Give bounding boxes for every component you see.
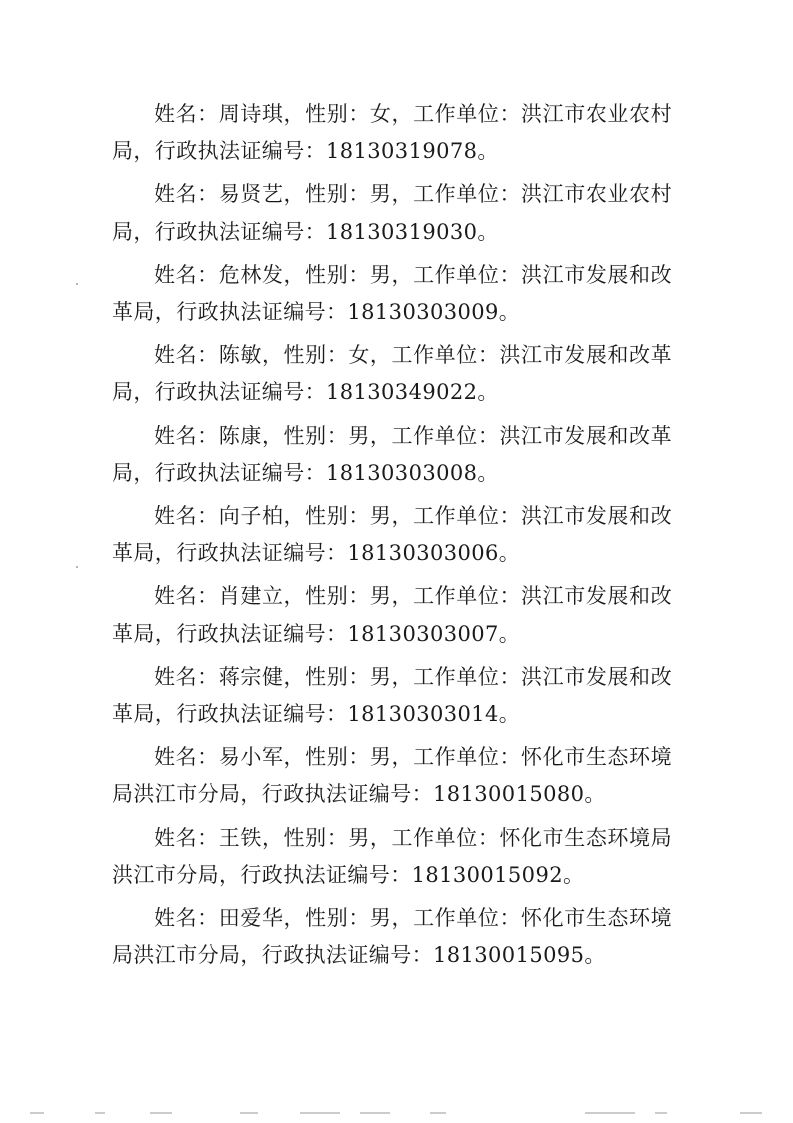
list-item (112, 739, 672, 814)
entry-text: 姓名：向子柏，性别：男，工作单位：洪江市发展和改革局，行政执法证编号：18130303006。 (112, 503, 672, 566)
list-item (112, 659, 672, 734)
list-item (112, 498, 672, 573)
entry-text: 姓名：田爱华，性别：男，工作单位：怀化市生态环境局洪江市分局，行政执法证编号：18130015095。 (112, 905, 672, 968)
scan-speck (300, 1112, 340, 1114)
entry-text: 姓名：肖建立，性别：男，工作单位：洪江市发展和改革局，行政执法证编号：18130303007。 (112, 584, 672, 646)
scan-speck (150, 1112, 172, 1114)
scan-speck (360, 1112, 390, 1114)
list-item (112, 176, 672, 251)
list-item (112, 820, 672, 895)
entry-text: 姓名：王铁，性别：男，工作单位：怀化市生态环境局洪江市分局，行政执法证编号：18130015092。 (112, 825, 672, 887)
list-item (112, 900, 672, 975)
entry-text: 姓名：陈康，性别：男，工作单位：洪江市发展和改革局，行政执法证编号：18130303008。 (112, 423, 672, 485)
scan-edge-noise (0, 1112, 793, 1118)
entry-text: 姓名：易小军，性别：男，工作单位：怀化市生态环境局洪江市分局，行政执法证编号：18130015080。 (112, 745, 672, 807)
scan-speck (585, 1112, 635, 1114)
scan-speck (30, 1112, 44, 1114)
entry-text: 姓名：危林发，性别：男，工作单位：洪江市发展和改革局，行政执法证编号：18130303009。 (112, 262, 672, 325)
officer-list (112, 96, 672, 980)
list-item (112, 257, 672, 332)
scan-speck (655, 1112, 667, 1114)
list-item (112, 337, 672, 412)
list-item (112, 418, 672, 493)
scan-speck (76, 283, 78, 285)
entry-text: 姓名：陈敏，性别：女，工作单位：洪江市发展和改革局，行政执法证编号：18130349022。 (112, 343, 672, 405)
scan-speck (740, 1112, 762, 1114)
scan-speck (240, 1112, 258, 1114)
entry-text: 姓名：蒋宗健，性别：男，工作单位：洪江市发展和改革局，行政执法证编号：18130303014。 (112, 664, 672, 727)
scan-speck (95, 1112, 105, 1114)
list-item (112, 578, 672, 653)
list-item (112, 96, 672, 171)
entry-text: 姓名：易贤艺，性别：男，工作单位：洪江市农业农村局，行政执法证编号：18130319030。 (112, 182, 672, 244)
scan-speck (430, 1112, 446, 1114)
entry-text: 姓名：周诗琪，性别：女，工作单位：洪江市农业农村局，行政执法证编号：18130319078。 (112, 102, 672, 164)
scan-speck (76, 566, 78, 568)
